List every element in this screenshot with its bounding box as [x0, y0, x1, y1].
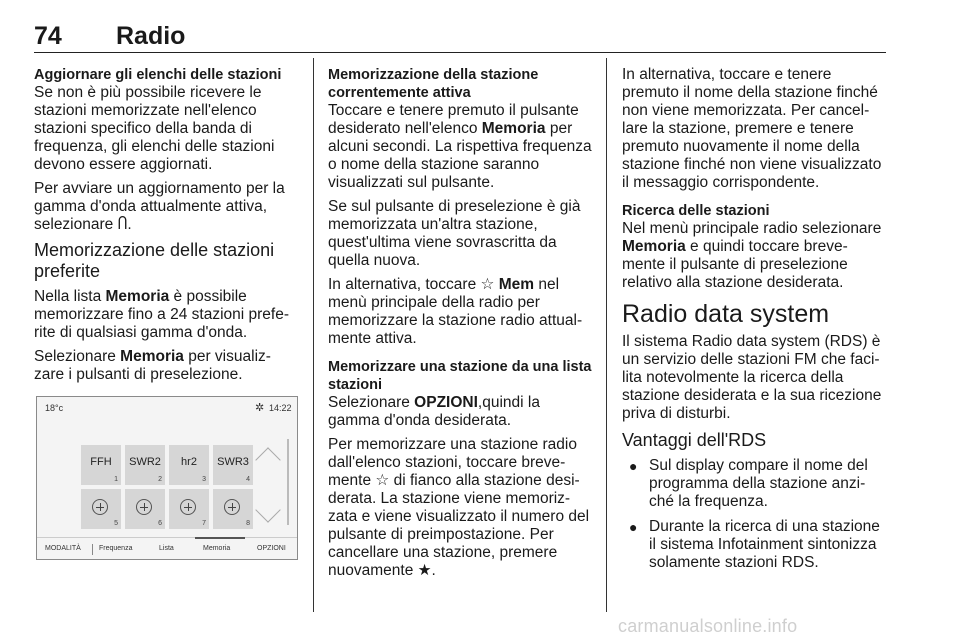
ui-term: Mem [498, 276, 535, 293]
text-run: Nella lista [34, 288, 106, 305]
tab-opzioni[interactable]: OPZIONI [257, 545, 286, 552]
tab-memoria[interactable]: Memoria [203, 545, 231, 552]
column-divider [313, 58, 314, 612]
tab-modalita[interactable]: MODALITÀ [45, 545, 81, 552]
text-run: Toccare e tenere premuto il pulsante desiderato nell'elenco [328, 102, 579, 137]
preset-number: 3 [202, 476, 206, 483]
text-run: In alternativa, toccare ☆ [328, 276, 499, 293]
heading-rds-advantages: Vantaggi dell'RDS [622, 430, 767, 450]
header-rule [34, 52, 886, 53]
preset-number: 2 [158, 476, 162, 483]
ui-term: OPZIONI [414, 394, 478, 411]
scrollbar[interactable] [287, 439, 289, 525]
text-run: nel menù principale della radio per memorizzare la stazione radio attual-mente attiva. [328, 276, 583, 347]
chevron-down-icon[interactable] [255, 497, 280, 522]
bullet-icon: ● [629, 458, 638, 474]
text-run: è possibile memorizzare fino a 24 stazioni prefe-rite di qualsiasi gamma d'onda. [34, 288, 290, 341]
preset-label: hr2 [181, 456, 197, 468]
tab-divider [92, 544, 93, 555]
tab-lista[interactable]: Lista [159, 545, 174, 552]
advantages-list [622, 457, 886, 572]
paragraph [622, 220, 886, 292]
preset-button-1[interactable] [81, 445, 121, 485]
heading-update-lists: Aggiornare gli elenchi delle stazioni [34, 67, 282, 83]
text-run: e quindi toccare breve-mente il pulsante di preselezione relativo alla stazione desiderata. [622, 238, 848, 291]
page-number: 74 [34, 22, 62, 50]
paragraph [34, 288, 300, 342]
preset-number: 8 [246, 520, 250, 527]
tab-frequenza[interactable]: Frequenza [99, 545, 133, 552]
plus-icon [224, 499, 240, 515]
heading-store-current: Memorizzazione della stazione correntemente attiva [328, 67, 539, 101]
column-3 [622, 66, 886, 579]
heading-station-search: Ricerca delle stazioni [622, 203, 770, 219]
ui-term: Memoria [120, 348, 184, 365]
preset-number: 4 [246, 476, 250, 483]
text-run: per alcuni secondi. La rispettiva frequenza o nome della stazione saranno visualizzati sul pulsante. [328, 120, 592, 191]
text-run: ,quindi la gamma d'onda desiderata. [328, 394, 540, 429]
ui-term: Memoria [105, 288, 170, 305]
text-run: Nel menù principale radio selezionare [622, 220, 882, 237]
heading-favourites: Memorizzazione delle stazioni preferite [34, 240, 275, 281]
preset-label: SWR2 [129, 456, 161, 468]
preset-button-6[interactable] [125, 489, 165, 529]
preset-number: 6 [158, 520, 162, 527]
preset-number: 5 [114, 520, 118, 527]
column-2 [328, 66, 592, 586]
page-header [34, 22, 884, 52]
ui-term: Memoria [481, 120, 546, 137]
heading-store-from-list: Memorizzare una stazione da una lista stazioni [328, 359, 592, 393]
paragraph [328, 394, 592, 430]
paragraph: Per avviare un aggiornamento per la gamma d'onda attualmente attiva, selezionare Ⴖ. [34, 180, 285, 233]
heading-radio-data-system: Radio data system [622, 300, 830, 328]
running-title: Radio [116, 22, 186, 50]
plus-icon [136, 499, 152, 515]
preset-button-2[interactable] [125, 445, 165, 485]
preset-label: FFH [90, 456, 112, 468]
preset-number: 7 [202, 520, 206, 527]
paragraph: Se non è più possibile ricevere le stazioni memorizzate nell'elenco stazioni specifico della banda di frequenza, gli elenchi delle stazioni devono essere aggiornati. [34, 84, 275, 173]
ui-term: Memoria [622, 238, 686, 255]
preset-button-7[interactable] [169, 489, 209, 529]
paragraph [328, 276, 592, 348]
list-item-text: Sul display compare il nome del programma della stazione anzi-ché la frequenza. [649, 457, 868, 510]
preset-button-5[interactable] [81, 489, 121, 529]
plus-icon [180, 499, 196, 515]
preset-label: SWR3 [217, 456, 249, 468]
temperature: 18°c [45, 403, 64, 413]
radio-tab-bar [37, 537, 297, 561]
clock: 14:22 [269, 403, 292, 413]
chevron-up-icon[interactable] [255, 447, 280, 472]
active-tab-indicator [195, 537, 245, 539]
watermark: carmanualsonline.info [618, 616, 798, 636]
paragraph [34, 348, 300, 384]
paragraph: Il sistema Radio data system (RDS) è un servizio delle stazioni FM che faci-lita notevolmente la ricerca della stazione desiderata e la sua ricezione priva di disturbi. [622, 333, 882, 422]
gear-icon: ✲ [255, 402, 265, 414]
text-run: per visualiz-zare i pulsanti di preselezione. [34, 348, 271, 383]
list-item-text: Durante la ricerca di una stazione il sistema Infotainment sintonizza solamente stazioni RDS. [649, 518, 880, 571]
text-run: Selezionare [328, 394, 415, 411]
column-divider [606, 58, 607, 612]
preset-button-4[interactable] [213, 445, 253, 485]
paragraph [328, 102, 592, 192]
column-1 [34, 66, 300, 390]
paragraph: Per memorizzare una stazione radio dall'elenco stazioni, toccare breve-mente ☆ di fianco alla stazione desi-derata. La stazione viene memoriz-zata e viene visualizzato il numero del pulsante di preimpostazione. Per cancellare una stazione, premere nuovamente ★. [328, 436, 590, 579]
list-item [622, 518, 886, 572]
paragraph: Se sul pulsante di preselezione è già memorizzata un'altra stazione, quest'ultima viene sovrascritta da quella nuova. [328, 198, 581, 269]
preset-button-3[interactable] [169, 445, 209, 485]
paragraph: In alternativa, toccare e tenere premuto il nome della stazione finché non viene memorizzata. Per cancel-lare la stazione, premere e tenere premuto nuovamente il nome della stazione finché non viene visualizzato il messaggio corrispondente. [622, 66, 882, 191]
preset-button-8[interactable] [213, 489, 253, 529]
status-bar [37, 397, 297, 417]
plus-icon [92, 499, 108, 515]
bullet-icon: ● [629, 519, 638, 535]
list-item [622, 457, 886, 511]
text-run: Selezionare [34, 348, 121, 365]
preset-number: 1 [114, 476, 118, 483]
radio-screen-figure [36, 396, 298, 560]
